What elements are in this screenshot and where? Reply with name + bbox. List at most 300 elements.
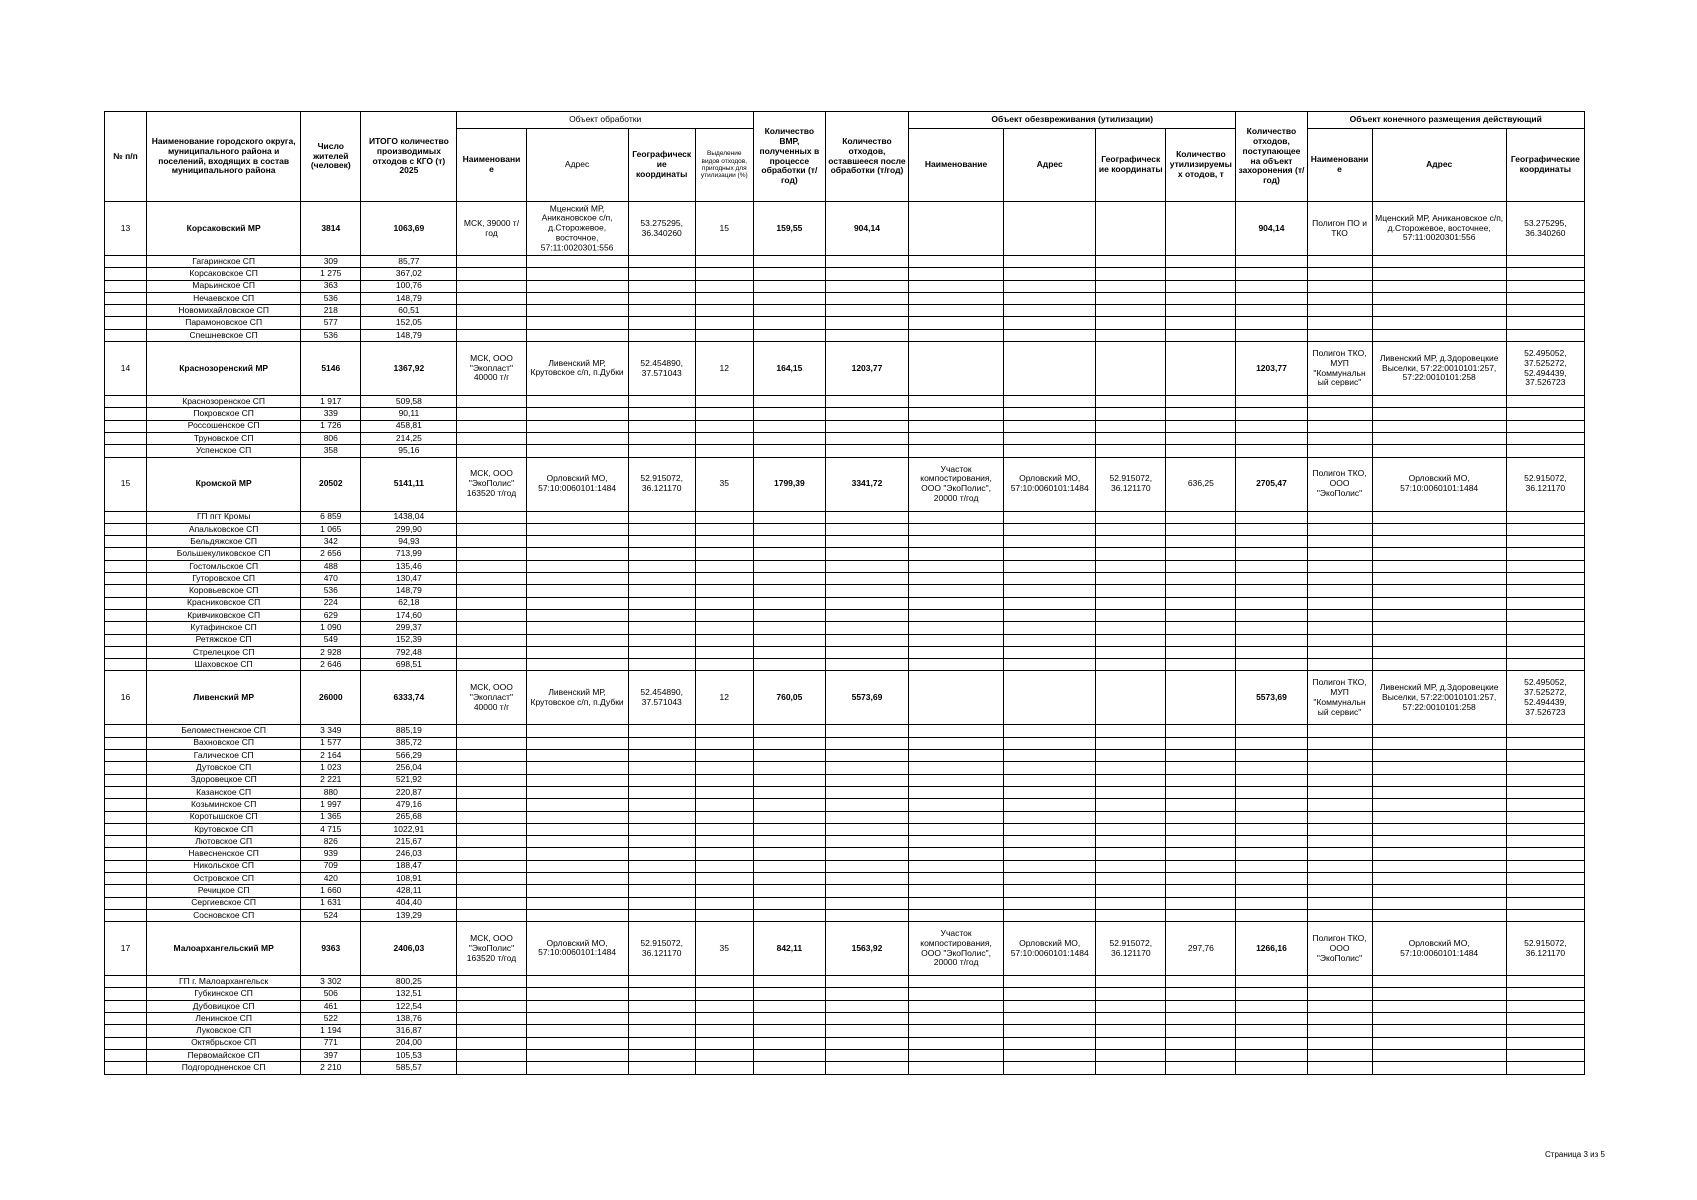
- empty-cell: [628, 872, 695, 884]
- settlement-population: 420: [301, 872, 361, 884]
- empty-cell: [1372, 432, 1506, 444]
- empty-cell: [628, 848, 695, 860]
- empty-cell: [628, 609, 695, 621]
- empty-cell: [1166, 976, 1236, 988]
- empty-cell: [628, 762, 695, 774]
- empty-cell: [1004, 725, 1096, 737]
- empty-cell: [753, 750, 825, 762]
- empty-cell: [1307, 536, 1372, 548]
- empty-cell: [526, 885, 628, 897]
- empty-cell: [105, 811, 147, 823]
- empty-cell: [105, 408, 147, 420]
- empty-cell: [695, 256, 753, 268]
- settlement-name: Гостомльское СП: [147, 560, 301, 572]
- empty-cell: [526, 1000, 628, 1012]
- empty-cell: [457, 597, 526, 609]
- settlement-population: 1 090: [301, 622, 361, 634]
- empty-cell: [753, 280, 825, 292]
- empty-cell: [1096, 897, 1166, 909]
- district-row: [105, 671, 1585, 725]
- empty-cell: [1096, 585, 1166, 597]
- settlement-total: 404,40: [361, 897, 457, 909]
- empty-cell: [909, 988, 1004, 1000]
- empty-cell: [105, 836, 147, 848]
- settlement-name: Здоровецкое СП: [147, 774, 301, 786]
- settlement-population: 880: [301, 786, 361, 798]
- settlement-row: [105, 585, 1585, 597]
- processing-geo: 52.454890, 37.571043: [628, 342, 695, 396]
- settlement-row: [105, 872, 1585, 884]
- empty-cell: [1004, 548, 1096, 560]
- empty-cell: [628, 396, 695, 408]
- settlement-name: Подгородненское СП: [147, 1062, 301, 1074]
- empty-cell: [909, 536, 1004, 548]
- district-num: 15: [105, 457, 147, 511]
- empty-cell: [526, 836, 628, 848]
- empty-cell: [695, 305, 753, 317]
- empty-cell: [695, 750, 753, 762]
- empty-cell: [909, 420, 1004, 432]
- empty-cell: [105, 560, 147, 572]
- remaining-quantity: 1563,92: [825, 922, 908, 976]
- empty-cell: [1236, 256, 1307, 268]
- neutralization-quantity: [1166, 342, 1236, 396]
- empty-cell: [1004, 737, 1096, 749]
- processing-percent: 15: [695, 202, 753, 256]
- empty-cell: [1307, 737, 1372, 749]
- empty-cell: [1236, 823, 1307, 835]
- empty-cell: [457, 885, 526, 897]
- empty-cell: [1506, 396, 1584, 408]
- empty-cell: [526, 597, 628, 609]
- header-neut-geo: Географическ ие координаты: [1096, 129, 1166, 202]
- settlement-total: 246,03: [361, 848, 457, 860]
- neutralization-name: [909, 671, 1004, 725]
- empty-cell: [1372, 1025, 1506, 1037]
- settlement-name: Россошенское СП: [147, 420, 301, 432]
- empty-cell: [457, 646, 526, 658]
- empty-cell: [1004, 1049, 1096, 1061]
- empty-cell: [628, 836, 695, 848]
- settlement-name: Сосновское СП: [147, 909, 301, 921]
- empty-cell: [628, 597, 695, 609]
- empty-cell: [526, 774, 628, 786]
- empty-cell: [457, 573, 526, 585]
- empty-cell: [1096, 396, 1166, 408]
- processing-address: [526, 922, 628, 976]
- empty-cell: [753, 774, 825, 786]
- empty-cell: [909, 396, 1004, 408]
- empty-cell: [753, 573, 825, 585]
- settlement-row: [105, 597, 1585, 609]
- empty-cell: [909, 408, 1004, 420]
- empty-cell: [526, 536, 628, 548]
- settlement-row: [105, 548, 1585, 560]
- district-row: [105, 922, 1585, 976]
- empty-cell: [825, 523, 908, 535]
- empty-cell: [1096, 1062, 1166, 1074]
- empty-cell: [753, 646, 825, 658]
- empty-cell: [1166, 988, 1236, 1000]
- empty-cell: [695, 762, 753, 774]
- processing-percent: 35: [695, 457, 753, 511]
- empty-cell: [628, 774, 695, 786]
- empty-cell: [1372, 609, 1506, 621]
- empty-cell: [825, 445, 908, 457]
- empty-cell: [825, 909, 908, 921]
- empty-cell: [1236, 811, 1307, 823]
- empty-cell: [1236, 1025, 1307, 1037]
- empty-cell: [457, 280, 526, 292]
- empty-cell: [1166, 396, 1236, 408]
- empty-cell: [1236, 897, 1307, 909]
- empty-cell: [1166, 634, 1236, 646]
- empty-cell: [1004, 836, 1096, 848]
- empty-cell: [695, 872, 753, 884]
- empty-cell: [1372, 897, 1506, 909]
- empty-cell: [909, 885, 1004, 897]
- empty-cell: [105, 329, 147, 341]
- settlement-name: Кутафинское СП: [147, 622, 301, 634]
- settlement-total: 479,16: [361, 799, 457, 811]
- empty-cell: [1372, 1062, 1506, 1074]
- empty-cell: [457, 432, 526, 444]
- table-body: [105, 202, 1585, 1075]
- settlement-total: 105,53: [361, 1049, 457, 1061]
- settlement-total: 458,81: [361, 420, 457, 432]
- empty-cell: [1236, 329, 1307, 341]
- empty-cell: [825, 774, 908, 786]
- empty-cell: [457, 1025, 526, 1037]
- settlement-population: 1 917: [301, 396, 361, 408]
- settlement-population: 536: [301, 585, 361, 597]
- empty-cell: [695, 811, 753, 823]
- empty-cell: [526, 988, 628, 1000]
- empty-cell: [526, 860, 628, 872]
- settlement-row: [105, 329, 1585, 341]
- empty-cell: [1506, 1062, 1584, 1074]
- empty-cell: [753, 408, 825, 420]
- empty-cell: [1004, 1013, 1096, 1025]
- empty-cell: [1506, 1049, 1584, 1061]
- vmr-quantity: 760,05: [753, 671, 825, 725]
- empty-cell: [105, 268, 147, 280]
- empty-cell: [909, 1037, 1004, 1049]
- settlement-population: 629: [301, 609, 361, 621]
- burial-quantity: 1203,77: [1236, 342, 1307, 396]
- empty-cell: [628, 548, 695, 560]
- empty-cell: [825, 256, 908, 268]
- empty-cell: [1506, 725, 1584, 737]
- processing-address: [526, 202, 628, 256]
- empty-cell: [1004, 786, 1096, 798]
- empty-cell: [1236, 786, 1307, 798]
- empty-cell: [526, 268, 628, 280]
- empty-cell: [825, 609, 908, 621]
- empty-cell: [1372, 762, 1506, 774]
- empty-cell: [1166, 860, 1236, 872]
- empty-cell: [1166, 408, 1236, 420]
- empty-cell: [909, 573, 1004, 585]
- empty-cell: [825, 1049, 908, 1061]
- empty-cell: [753, 268, 825, 280]
- empty-cell: [909, 1000, 1004, 1012]
- settlement-total: 214,25: [361, 432, 457, 444]
- empty-cell: [1307, 511, 1372, 523]
- settlement-name: ГП пгт Кромы: [147, 511, 301, 523]
- settlement-total: 566,29: [361, 750, 457, 762]
- neutralization-geo: 52.915072, 36.121170: [1096, 457, 1166, 511]
- empty-cell: [1307, 573, 1372, 585]
- empty-cell: [753, 909, 825, 921]
- empty-cell: [909, 1025, 1004, 1037]
- settlement-total: 130,47: [361, 573, 457, 585]
- settlement-name: Шаховское СП: [147, 659, 301, 671]
- empty-cell: [1372, 659, 1506, 671]
- page-number: Страница 3 из 5: [1545, 1150, 1605, 1159]
- processing-geo: 52.454890, 37.571043: [628, 671, 695, 725]
- empty-cell: [909, 1062, 1004, 1074]
- empty-cell: [1166, 1000, 1236, 1012]
- empty-cell: [526, 646, 628, 658]
- empty-cell: [105, 823, 147, 835]
- processing-name: МСК, 39000 т/год: [457, 202, 526, 256]
- final-geo: 52.915072, 36.121170: [1506, 457, 1584, 511]
- empty-cell: [1004, 622, 1096, 634]
- settlement-row: [105, 408, 1585, 420]
- empty-cell: [1307, 1049, 1372, 1061]
- settlement-row: [105, 885, 1585, 897]
- empty-cell: [526, 1062, 628, 1074]
- empty-cell: [1166, 445, 1236, 457]
- empty-cell: [1236, 762, 1307, 774]
- empty-cell: [628, 646, 695, 658]
- empty-cell: [825, 329, 908, 341]
- empty-cell: [695, 860, 753, 872]
- settlement-population: 806: [301, 432, 361, 444]
- final-geo: 52.495052, 37.525272, 52.494439, 37.526723: [1506, 671, 1584, 725]
- empty-cell: [753, 860, 825, 872]
- empty-cell: [909, 774, 1004, 786]
- empty-cell: [825, 1000, 908, 1012]
- empty-cell: [1236, 885, 1307, 897]
- empty-cell: [526, 585, 628, 597]
- empty-cell: [695, 317, 753, 329]
- empty-cell: [695, 1013, 753, 1025]
- empty-cell: [1506, 560, 1584, 572]
- empty-cell: [753, 292, 825, 304]
- empty-cell: [695, 774, 753, 786]
- settlement-population: 536: [301, 292, 361, 304]
- empty-cell: [1096, 909, 1166, 921]
- remaining-quantity: 5573,69: [825, 671, 908, 725]
- empty-cell: [1372, 420, 1506, 432]
- empty-cell: [825, 432, 908, 444]
- empty-cell: [526, 256, 628, 268]
- empty-cell: [753, 585, 825, 597]
- final-name: Полигон ТКО, ООО "ЭкоПолис": [1307, 457, 1372, 511]
- vmr-quantity: 842,11: [753, 922, 825, 976]
- empty-cell: [825, 799, 908, 811]
- empty-cell: [1166, 548, 1236, 560]
- settlement-total: 521,92: [361, 774, 457, 786]
- settlement-total: 220,87: [361, 786, 457, 798]
- empty-cell: [1004, 646, 1096, 658]
- empty-cell: [1307, 823, 1372, 835]
- empty-cell: [1004, 317, 1096, 329]
- settlement-name: Галическое СП: [147, 750, 301, 762]
- empty-cell: [1506, 872, 1584, 884]
- settlement-row: [105, 305, 1585, 317]
- empty-cell: [695, 786, 753, 798]
- empty-cell: [628, 585, 695, 597]
- district-population: 9363: [301, 922, 361, 976]
- empty-cell: [909, 305, 1004, 317]
- empty-cell: [825, 897, 908, 909]
- empty-cell: [753, 622, 825, 634]
- empty-cell: [457, 523, 526, 535]
- empty-cell: [753, 1037, 825, 1049]
- settlement-total: 265,68: [361, 811, 457, 823]
- empty-cell: [825, 560, 908, 572]
- empty-cell: [1307, 634, 1372, 646]
- empty-cell: [1372, 885, 1506, 897]
- empty-cell: [1307, 1000, 1372, 1012]
- settlement-population: 2 164: [301, 750, 361, 762]
- empty-cell: [1096, 622, 1166, 634]
- empty-cell: [1372, 976, 1506, 988]
- settlement-population: 363: [301, 280, 361, 292]
- empty-cell: [105, 280, 147, 292]
- empty-cell: [1236, 725, 1307, 737]
- empty-cell: [1236, 1037, 1307, 1049]
- settlement-total: 299,90: [361, 523, 457, 535]
- empty-cell: [825, 811, 908, 823]
- settlement-population: 309: [301, 256, 361, 268]
- empty-cell: [1096, 548, 1166, 560]
- empty-cell: [628, 329, 695, 341]
- empty-cell: [526, 432, 628, 444]
- settlement-name: Покровское СП: [147, 408, 301, 420]
- empty-cell: [1236, 1013, 1307, 1025]
- district-population: 26000: [301, 671, 361, 725]
- settlement-row: [105, 1013, 1585, 1025]
- empty-cell: [1166, 646, 1236, 658]
- empty-cell: [1506, 573, 1584, 585]
- settlement-population: 3 302: [301, 976, 361, 988]
- empty-cell: [1166, 750, 1236, 762]
- empty-cell: [457, 897, 526, 909]
- empty-cell: [909, 725, 1004, 737]
- empty-cell: [1166, 1062, 1236, 1074]
- empty-cell: [1166, 786, 1236, 798]
- empty-cell: [753, 329, 825, 341]
- empty-cell: [1506, 646, 1584, 658]
- empty-cell: [695, 1037, 753, 1049]
- empty-cell: [105, 988, 147, 1000]
- empty-cell: [1004, 634, 1096, 646]
- settlement-total: 62,18: [361, 597, 457, 609]
- settlement-row: [105, 573, 1585, 585]
- neutralization-quantity: [1166, 202, 1236, 256]
- empty-cell: [1372, 725, 1506, 737]
- empty-cell: [1372, 1037, 1506, 1049]
- empty-cell: [753, 799, 825, 811]
- settlement-total: 800,25: [361, 976, 457, 988]
- empty-cell: [909, 432, 1004, 444]
- empty-cell: [1236, 317, 1307, 329]
- settlement-name: Козьминское СП: [147, 799, 301, 811]
- empty-cell: [1236, 396, 1307, 408]
- empty-cell: [526, 848, 628, 860]
- empty-cell: [628, 1025, 695, 1037]
- neutralization-quantity: 636,25: [1166, 457, 1236, 511]
- empty-cell: [1372, 1049, 1506, 1061]
- empty-cell: [695, 329, 753, 341]
- empty-cell: [1166, 256, 1236, 268]
- empty-cell: [457, 750, 526, 762]
- settlement-population: 536: [301, 329, 361, 341]
- empty-cell: [105, 737, 147, 749]
- empty-cell: [457, 737, 526, 749]
- empty-cell: [1004, 811, 1096, 823]
- settlement-name: Ленинское СП: [147, 1013, 301, 1025]
- empty-cell: [1307, 976, 1372, 988]
- settlement-row: [105, 762, 1585, 774]
- empty-cell: [825, 737, 908, 749]
- processing-address-text: Орловский МО, 57:10:0060101:1484: [538, 937, 617, 958]
- empty-cell: [1096, 305, 1166, 317]
- empty-cell: [1506, 786, 1584, 798]
- empty-cell: [1166, 609, 1236, 621]
- header-processing-group: Объект обработки: [457, 112, 753, 129]
- settlement-name: Стрелецкое СП: [147, 646, 301, 658]
- empty-cell: [1166, 268, 1236, 280]
- empty-cell: [628, 573, 695, 585]
- empty-cell: [1004, 848, 1096, 860]
- empty-cell: [1166, 280, 1236, 292]
- settlement-total: 148,79: [361, 585, 457, 597]
- empty-cell: [753, 976, 825, 988]
- empty-cell: [825, 597, 908, 609]
- empty-cell: [825, 848, 908, 860]
- empty-cell: [825, 725, 908, 737]
- empty-cell: [1236, 799, 1307, 811]
- empty-cell: [1096, 725, 1166, 737]
- settlement-total: 148,79: [361, 329, 457, 341]
- empty-cell: [1004, 609, 1096, 621]
- empty-cell: [1307, 420, 1372, 432]
- empty-cell: [105, 1062, 147, 1074]
- settlement-population: 224: [301, 597, 361, 609]
- empty-cell: [1166, 597, 1236, 609]
- empty-cell: [1096, 511, 1166, 523]
- empty-cell: [695, 280, 753, 292]
- empty-cell: [1307, 848, 1372, 860]
- empty-cell: [1506, 256, 1584, 268]
- neutralization-address: [1004, 671, 1096, 725]
- empty-cell: [457, 909, 526, 921]
- empty-cell: [457, 445, 526, 457]
- empty-cell: [1372, 750, 1506, 762]
- empty-cell: [628, 860, 695, 872]
- empty-cell: [1372, 786, 1506, 798]
- empty-cell: [1166, 317, 1236, 329]
- empty-cell: [1166, 1049, 1236, 1061]
- empty-cell: [909, 762, 1004, 774]
- empty-cell: [753, 445, 825, 457]
- empty-cell: [1506, 1025, 1584, 1037]
